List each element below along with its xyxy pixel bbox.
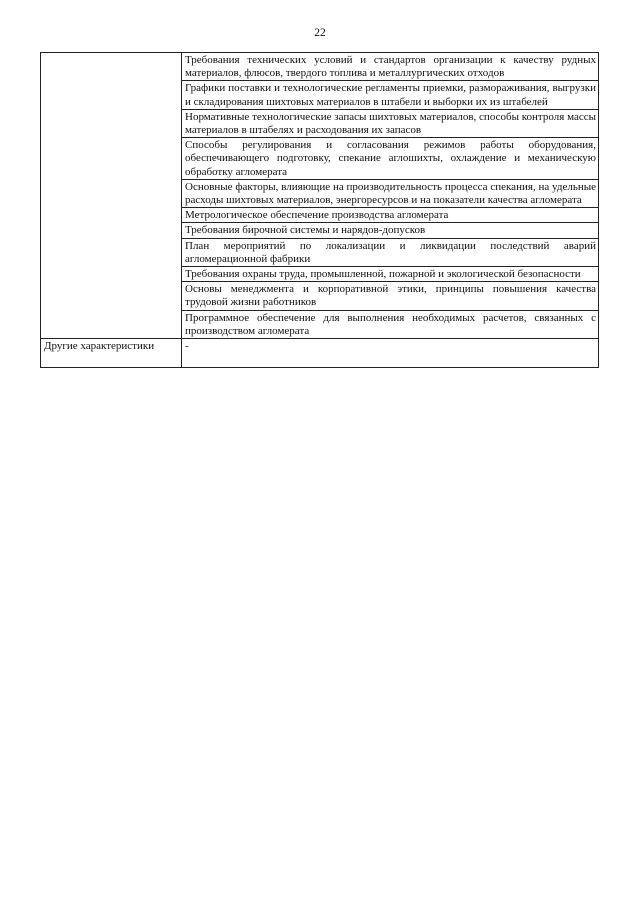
table-row xyxy=(41,53,599,81)
other-characteristics-row xyxy=(41,339,599,368)
knowledge-item: Способы регулирования и согласования режимов работы оборудования, обеспечивающего подготовку, спекание аглошихты, охлаждение и механическую обработку агломерата xyxy=(182,138,599,180)
knowledge-item: Программное обеспечение для выполнения необходимых расчетов, связанных с производством агломерата xyxy=(182,310,599,338)
knowledge-item: Требования бирочной системы и нарядов-допусков xyxy=(182,223,599,238)
knowledge-item: Основы менеджмента и корпоративной этики, принципы повышения качества трудовой жизни работников xyxy=(182,282,599,310)
other-characteristics-label: Другие характеристики xyxy=(41,339,182,368)
knowledge-item: Требования технических условий и стандартов организации к качеству рудных материалов, флюсов, твердого топлива и металлургических отходов xyxy=(182,53,599,81)
other-characteristics-value: - xyxy=(182,339,599,368)
knowledge-item: Метрологическое обеспечение производства агломерата xyxy=(182,208,599,223)
knowledge-item: Основные факторы, влияющие на производительность процесса спекания, на удельные расходы шихтовых материалов, энергоресурсов и на показатели качества агломерата xyxy=(182,179,599,207)
knowledge-item: Графики поставки и технологические регламенты приемки, размораживания, выгрузки и складирования шихтовых материалов в штабели и выборки их из штабелей xyxy=(182,81,599,109)
knowledge-label-cell xyxy=(41,53,182,339)
knowledge-item: Нормативные технологические запасы шихтовых материалов, способы контроля массы материалов в штабелях и расходования их запасов xyxy=(182,109,599,137)
knowledge-item: Требования охраны труда, промышленной, пожарной и экологической безопасности xyxy=(182,267,599,282)
knowledge-item: План мероприятий по локализации и ликвидации последствий аварий агломерационной фабрики xyxy=(182,238,599,266)
requirements-table xyxy=(40,52,599,368)
page-number: 22 xyxy=(314,27,326,39)
